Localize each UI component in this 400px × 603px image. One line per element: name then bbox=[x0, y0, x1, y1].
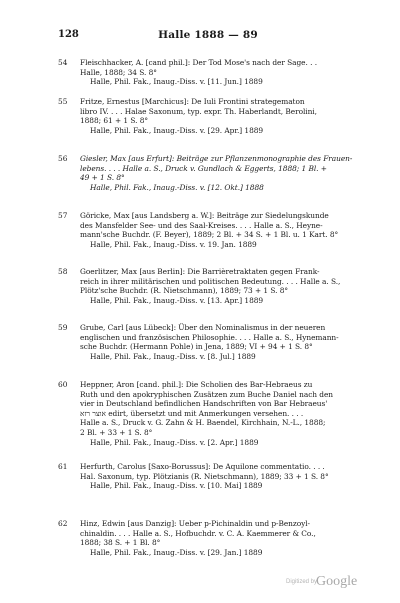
entry-number: 54 bbox=[58, 58, 68, 67]
entry-body bbox=[80, 462, 358, 491]
watermark-brand: Google bbox=[316, 574, 358, 589]
entry-text-line: vier in Deutschland befindlichen Handschriften von Bar Hebraeus' bbox=[80, 399, 328, 409]
entry-text-line: Hinz, Edwin [aus Danzig]: Ueber p-Pichinaldin und p-Benzoyl- bbox=[80, 519, 311, 528]
entry-text-line: Halle a. S., Druck v. G. Zahn & H. Baendel, Kirchhain, N.-L., 1888; bbox=[80, 418, 326, 428]
entry-number: 61 bbox=[58, 462, 68, 471]
entry-text-line: Fleischhacker, A. [cand phil.]: Der Tod Mose's nach der Sage. . . bbox=[80, 58, 317, 67]
entry-dissertation-line: Halle, Phil. Fak., Inaug.-Diss. v. [13. Apr.] 1889 bbox=[90, 295, 264, 305]
watermark-prefix: Digitized by bbox=[286, 579, 318, 585]
entry-text-line: 1888; 61 + 1 S. 8° bbox=[80, 116, 148, 126]
entry-text-line: englischen und französischen Philosophie. . . . Halle a. S., Hynemann- bbox=[80, 332, 339, 342]
entry-body bbox=[80, 97, 358, 135]
entry-text-line: Giesler, Max [aus Erfurt]: Beiträge zur Pflanzenmonographie des Frauen- bbox=[80, 154, 353, 163]
entry-text-line: Goerlitzer, Max [aus Berlin]: Die Barrièretraktaten gegen Frank- bbox=[80, 267, 320, 276]
entry-text-line: des Mansfelder See- und des Saal-Kreises. . . . Halle a. S., Heyne- bbox=[80, 220, 323, 230]
entry-text-line: Grube, Carl [aus Lübeck]: Über den Nominalismus in der neueren bbox=[80, 323, 326, 332]
entry-text-line: sche Buchdr. (Hermann Pohle) in Jena, 1889; VI + 94 + 1 S. 8° bbox=[80, 342, 313, 352]
google-watermark bbox=[286, 575, 376, 591]
entry-dissertation-line: Halle, Phil. Fak., Inaug.-Diss. v. 19. Jan. 1889 bbox=[90, 239, 257, 249]
entry-dissertation-line: Halle, Phil. Fak., Inaug.-Diss. v. [10. Mai] 1889 bbox=[90, 481, 263, 491]
entry-text-line: chinaldin. . . . Halle a. S., Hofbuchdr. v. C. A. Kaemmerer & Co., bbox=[80, 528, 316, 538]
entry-text-line: Herfurth, Carolus [Saxo-Borussus]: De Aquilone commentatio. . . . bbox=[80, 462, 325, 471]
entry-text-line: Ruth und den apokryphischen Zusätzen zum Buche Daniel nach den bbox=[80, 389, 334, 399]
entry-text-line: Hal. Saxonum, typ. Plötzianis (R. Nietschmann), 1889; 33 + 1 S. 8° bbox=[80, 471, 329, 481]
entry-text-line: reich in ihrer militärischen und politischen Bedeutung. . . . Halle a. S., bbox=[80, 276, 341, 286]
entry-text-line: אוצר רזא edirt, übersetzt und mit Anmerkungen versehen. . . . bbox=[80, 408, 304, 418]
entry-body bbox=[80, 380, 358, 447]
entry-body bbox=[80, 519, 358, 557]
entry-body bbox=[80, 323, 358, 361]
entry-text-line: mann'sche Buchdr. (F. Beyer), 1889; 2 Bl. + 34 S. + 1 Bl. u. 1 Kart. 8° bbox=[80, 230, 339, 240]
entry-text-line: libro IV. . . . Halae Saxonum, typ. expr. Th. Haberlandt, Berolini, bbox=[80, 106, 317, 116]
entry-body bbox=[80, 58, 358, 87]
entry-number: 60 bbox=[58, 380, 68, 389]
entry-text-line: Göricke, Max [aus Landsberg a. W.]: Beiträge zur Siedelungskunde bbox=[80, 211, 329, 220]
entry-dissertation-line: Halle, Phil. Fak., Inaug.-Diss. v. [11. Jun.] 1889 bbox=[90, 77, 263, 87]
entry-body bbox=[80, 211, 358, 249]
entry-text-line: 2 Bl. + 33 + 1 S. 8° bbox=[80, 427, 153, 437]
entry-text-line: Fritze, Ernestus [Marchicus]: De Iuli Frontini strategematon bbox=[80, 97, 305, 106]
entry-text-line: Plötz'sche Buchdr. (R. Nietschmann), 1889; 73 + 1 S. 8° bbox=[80, 286, 289, 296]
entry-number: 57 bbox=[58, 211, 68, 220]
entry-number: 58 bbox=[58, 267, 68, 276]
entry-number: 55 bbox=[58, 97, 68, 106]
entry-dissertation-line: Halle, Phil. Fak., Inaug.-Diss. v. [8. Jul.] 1889 bbox=[90, 351, 256, 361]
entry-number: 62 bbox=[58, 519, 68, 528]
entry-dissertation-line: Halle, Phil. Fak., Inaug.-Diss. v. [29. Apr.] 1889 bbox=[90, 125, 264, 135]
entry-number: 59 bbox=[58, 323, 68, 332]
entry-text-line: lebens. . . . Halle a. S., Druck v. Gundlach & Eggerts, 1888; 1 Bl. + bbox=[80, 163, 327, 173]
entry-text-line: 1888; 38 S. + 1 Bl. 8° bbox=[80, 538, 161, 548]
entry-dissertation-line: Halle, Phil. Fak., Inaug.-Diss. v. [29. Jan.] 1889 bbox=[90, 547, 263, 557]
entry-dissertation-line: Halle, Phil. Fak., Inaug.-Diss. v. [12. Okt.] 1888 bbox=[90, 182, 264, 192]
entry-number: 56 bbox=[58, 154, 68, 163]
entry-text-line: Halle, 1888; 34 S. 8° bbox=[80, 67, 157, 77]
entry-text-line: Heppner, Aron [cand. phil.]: Die Scholien des Bar-Hebraeus zu bbox=[80, 380, 313, 389]
entry-dissertation-line: Halle, Phil. Fak., Inaug.-Diss. v. [2. Apr.] 1889 bbox=[90, 437, 259, 447]
running-title: Halle 1888 — 89 bbox=[158, 29, 258, 41]
page-number: 128 bbox=[58, 29, 79, 40]
entry-body bbox=[80, 267, 358, 305]
page-header bbox=[58, 29, 358, 43]
entry-text-line: 49 + 1 S. 8° bbox=[80, 173, 125, 183]
entry-body bbox=[80, 154, 358, 192]
